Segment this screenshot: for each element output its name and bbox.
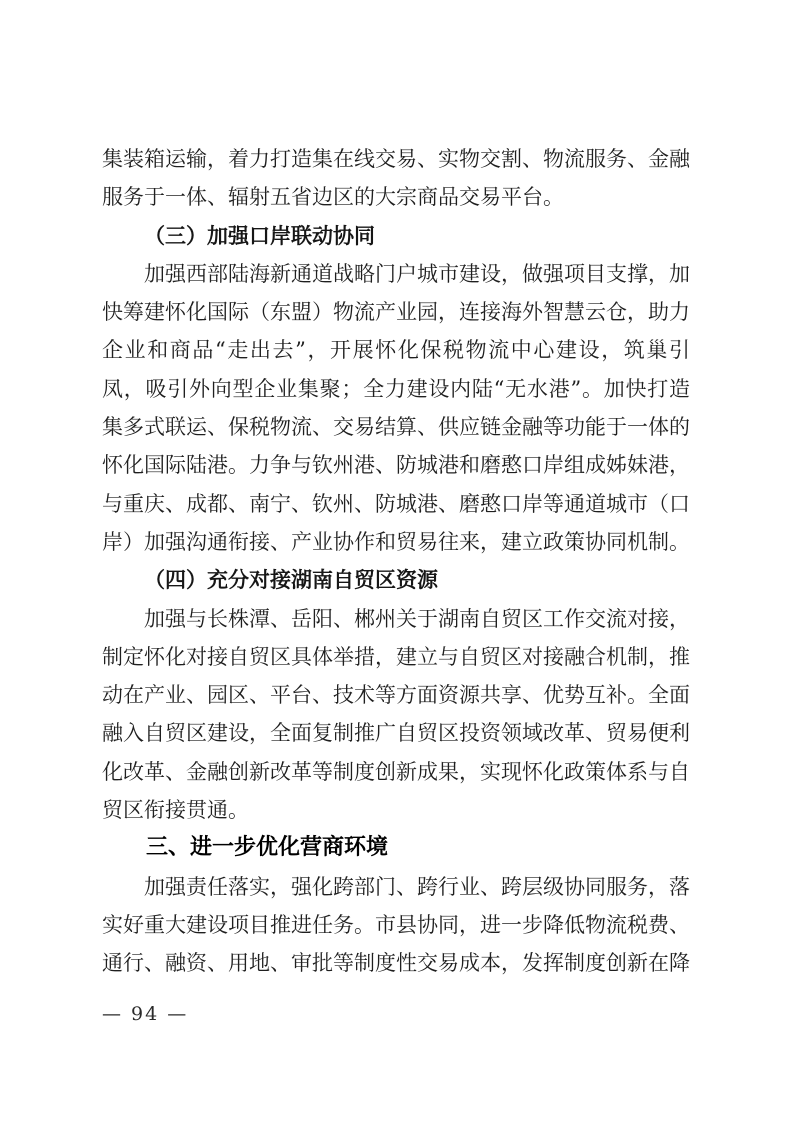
document-body bbox=[102, 140, 690, 983]
paragraph-ftz-integration: 加强与长株潭、岳阳、郴州关于湖南自贸区工作交流对接，制定怀化对接自贸区具体举措，建立与自贸区对接融合机制，推动在产业、园区、平台、技术等方面资源共享、优势互补。全面融入自贸区建设，全面复制推广自贸区投资领域改革、贸易便利化改革、金融创新改革等制度创新成果，实现怀化政策体系与自贸区衔接贯通。 bbox=[102, 606, 690, 823]
heading-section-3-port-linkage: （三）加强口岸联动协同 bbox=[144, 222, 375, 248]
paragraph-commodity-platform: 集装箱运输，着力打造集在线交易、实物交割、物流服务、金融服务于一体、辐射五省边区的大宗商品交易平台。 bbox=[102, 147, 690, 210]
heading-chapter-3-business-environment: 三、进一步优化营商环境 bbox=[146, 835, 389, 861]
paragraph-responsibility-implementation: 加强责任落实，强化跨部门、跨行业、跨层级协同服务，落实好重大建设项目推进任务。市县协同，进一步降低物流税费、通行、融资、用地、审批等制度性交易成本，发挥制度创新在降 bbox=[102, 874, 690, 976]
page-number: — 94 — bbox=[102, 1003, 189, 1025]
heading-section-4-ftz-resources: （四）充分对接湖南自贸区资源 bbox=[144, 567, 438, 593]
paragraph-port-development: 加强西部陆海新通道战略门户城市建设，做强项目支撑，加快筹建怀化国际（东盟）物流产业园，连接海外智慧云仓，助力企业和商品“走出去”，开展怀化保税物流中心建设，筑巢引凤，吸引外向型企业集聚；全力建设内陆“无水港”。加快打造集多式联运、保税物流、交易结算、供应链金融等功能于一体的怀化国际陆港。力争与钦州港、防城港和磨憨口岸组成姊妹港，与重庆、成都、南宁、钦州、防城港、磨憨口岸等通道城市（口岸）加强沟通衔接、产业协作和贸易往来，建立政策协同机制。 bbox=[102, 261, 690, 554]
